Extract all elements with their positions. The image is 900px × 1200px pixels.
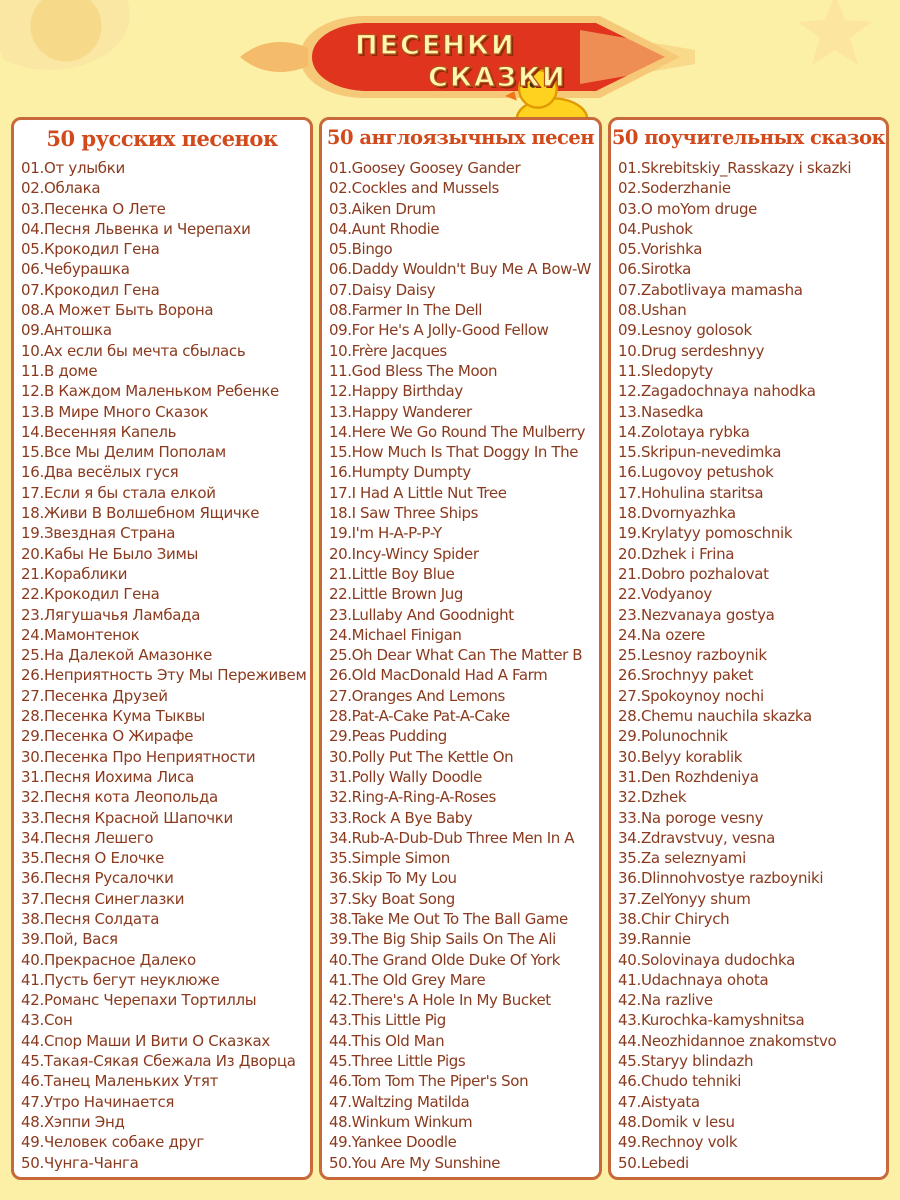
list-item: 04.Песня Львенка и Черепахи: [21, 219, 251, 238]
list-item: 25.Oh Dear What Can The Matter B: [329, 646, 583, 665]
list-item: 24.Мамонтенок: [21, 625, 140, 644]
list-item: 11.В доме: [21, 361, 98, 380]
list-item: 46.Танец Маленьких Утят: [21, 1072, 219, 1091]
list-item: 47.Waltzing Matilda: [329, 1092, 470, 1111]
list-item: 38.Take Me Out To The Ball Game: [329, 909, 568, 928]
list-item: 29.Песенка О Жирафе: [21, 727, 194, 746]
list-item: 37.ZelYonyy shum: [618, 889, 751, 908]
list-item: 48.Хэппи Энд: [21, 1112, 125, 1131]
list-item: 15.Все Мы Делим Пополам: [21, 443, 226, 462]
list-item: 10.Ах если бы мечта сбылась: [21, 341, 246, 360]
list-item: 33.Na poroge vesny: [618, 808, 764, 827]
list-item: 20.Incy-Wincy Spider: [329, 544, 479, 563]
list-item: 05.Bingo: [329, 240, 393, 259]
list-item: 34.Rub-A-Dub-Dub Three Men In A: [329, 828, 575, 847]
list-item: 17.Если я бы стала елкой: [21, 483, 216, 502]
list-item: 47.Aistyata: [618, 1092, 700, 1111]
list-item: 40.The Grand Olde Duke Of York: [329, 950, 561, 969]
list-item: 41.The Old Grey Mare: [329, 970, 486, 989]
list-item: 06.Sirotka: [618, 260, 692, 279]
list-item: 27.Spokoynoy nochi: [618, 686, 764, 705]
list-item: 13.Happy Wanderer: [329, 402, 472, 421]
list-item: 38.Chir Chirych: [618, 909, 730, 928]
list-item: 33.Песня Красной Шапочки: [21, 808, 234, 827]
russian-songs-panel: [11, 117, 313, 1180]
list-item: 35.Za seleznyami: [618, 849, 746, 868]
list-item: 01.От улыбки: [21, 159, 125, 177]
header-banner: [240, 10, 700, 104]
background-decoration: [0, 0, 130, 70]
list-item: 14.Zolotaya rybka: [618, 422, 750, 441]
list-item: 24.Michael Finigan: [329, 625, 462, 644]
list-item: 26.Srochnyy paket: [618, 666, 754, 685]
list-item: 46.Chudo tehniki: [618, 1072, 742, 1091]
list-item: 15.Skripun-nevedimka: [618, 443, 782, 462]
list-item: 17.I Had A Little Nut Tree: [329, 483, 507, 502]
list-item: 10.Drug serdeshnyy: [618, 341, 765, 360]
list-item: 13.В Мире Много Сказок: [21, 402, 209, 421]
list-item: 14.Here We Go Round The Mulberry: [329, 422, 586, 441]
list-item: 44.Neozhidannoe znakomstvo: [618, 1031, 837, 1050]
list-item: 38.Песня Солдата: [21, 909, 160, 928]
list-item: 49.Rechnoy volk: [618, 1133, 738, 1152]
list-item: 08.А Может Быть Ворона: [21, 301, 214, 320]
list-item: 24.Na ozere: [618, 625, 706, 644]
track-list: [329, 158, 595, 1173]
list-item: 46.Tom Tom The Piper's Son: [329, 1072, 529, 1091]
list-item: 48.Domik v lesu: [618, 1112, 735, 1131]
list-item: 03.Aiken Drum: [329, 199, 436, 218]
list-item: 08.Farmer In The Dell: [329, 301, 483, 320]
list-item: 12.Happy Birthday: [329, 382, 463, 401]
panel-title: 50 русских песенок: [46, 126, 278, 151]
list-item: 44.Спор Маши И Вити О Сказках: [21, 1031, 270, 1050]
list-item: 16.Два весёлых гуся: [21, 463, 179, 482]
list-item: 37.Песня Синеглазки: [21, 889, 185, 908]
panel-title: 50 англоязычных песен: [326, 126, 595, 149]
list-item: 23.Лягушачья Ламбада: [21, 605, 201, 624]
list-item: 30.Polly Put The Kettle On: [329, 747, 514, 766]
list-item: 45.Three Little Pigs: [329, 1052, 466, 1071]
list-item: 44.This Old Man: [329, 1031, 445, 1050]
list-item: 40.Solovinaya dudochka: [618, 950, 795, 969]
list-item: 19.Krylatyy pomoschnik: [618, 524, 793, 543]
list-item: 42.There's A Hole In My Bucket: [329, 991, 551, 1010]
list-item: 09.Lesnoy golosok: [618, 321, 752, 340]
list-item: 49.Человек собаке друг: [21, 1133, 205, 1152]
list-item: 23.Nezvanaya gostya: [618, 605, 775, 624]
list-item: 49.Yankee Doodle: [329, 1133, 457, 1152]
list-item: 39.Rannie: [618, 930, 691, 949]
list-item: 30.Belyy korablik: [618, 747, 743, 766]
list-item: 28.Песенка Кума Тыквы: [21, 707, 205, 726]
list-item: 03.Песенка О Лете: [21, 199, 166, 218]
list-item: 16.Lugovoy petushok: [618, 463, 774, 482]
list-item: 50.Lebedi: [618, 1153, 689, 1172]
list-item: 14.Весенняя Капель: [21, 422, 177, 441]
list-item: 28.Chemu nauchila skazka: [618, 707, 812, 726]
list-item: 23.Lullaby And Goodnight: [329, 605, 514, 624]
list-item: 26.Old MacDonald Had A Farm: [329, 666, 548, 685]
list-item: 01.Goosey Goosey Gander: [329, 159, 521, 177]
list-item: 31.Polly Wally Doodle: [329, 767, 482, 786]
list-item: 32.Песня кота Леопольда: [21, 788, 218, 807]
list-item: 17.Hohulina staritsa: [618, 483, 764, 502]
list-item: 50.Чунга-Чанга: [21, 1153, 139, 1172]
list-item: 13.Nasedka: [618, 402, 704, 421]
list-item: 40.Прекрасное Далеко: [21, 950, 196, 969]
list-item: 16.Humpty Dumpty: [329, 463, 471, 482]
list-item: 06.Чебурашка: [21, 260, 130, 279]
list-item: 27.Oranges And Lemons: [329, 686, 505, 705]
list-item: 43.Сон: [21, 1011, 73, 1030]
list-item: 04.Aunt Rhodie: [329, 219, 440, 238]
list-item: 18.I Saw Three Ships: [329, 504, 479, 523]
tales-panel: [608, 117, 889, 1180]
list-item: 37.Sky Boat Song: [329, 889, 455, 908]
list-item: 41.Udachnaya ohota: [618, 970, 769, 989]
list-item: 05.Vorishka: [618, 240, 703, 259]
track-list: [618, 158, 882, 1173]
list-item: 22.Крокодил Гена: [21, 585, 160, 604]
list-item: 31.Песня Иохима Лиса: [21, 767, 194, 786]
list-item: 27.Песенка Друзей: [21, 686, 168, 705]
list-item: 43.This Little Pig: [329, 1011, 446, 1030]
list-item: 08.Ushan: [618, 301, 687, 320]
list-item: 36.Песня Русалочки: [21, 869, 174, 888]
list-item: 31.Den Rozhdeniya: [618, 767, 759, 786]
list-item: 10.Frère Jacques: [329, 341, 447, 360]
list-item: 21.Dobro pozhalovat: [618, 564, 769, 583]
list-item: 22.Little Brown Jug: [329, 585, 464, 604]
list-item: 03.O moYom druge: [618, 199, 758, 218]
panel-title: 50 поучительных сказок: [611, 126, 886, 149]
list-item: 18.Dvornyazhka: [618, 504, 736, 523]
list-item: 09.For He's A Jolly-Good Fellow: [329, 321, 549, 340]
list-item: 21.Little Boy Blue: [329, 564, 455, 583]
list-item: 07.Крокодил Гена: [21, 280, 160, 299]
list-item: 21.Кораблики: [21, 564, 128, 583]
list-item: 02.Cockles and Mussels: [329, 179, 499, 198]
list-item: 41.Пусть бегут неуклюже: [21, 970, 220, 989]
list-item: 01.Skrebitskiy_Rasskazy i skazki: [618, 159, 852, 177]
list-item: 12.В Каждом Маленьком Ребенке: [21, 382, 279, 401]
list-item: 33.Rock A Bye Baby: [329, 808, 473, 827]
banner-title-tales: СКАЗКИ: [428, 62, 567, 93]
list-item: 26.Неприятность Эту Мы Переживем: [21, 666, 306, 685]
list-item: 25.На Далекой Амазонке: [21, 646, 212, 665]
list-item: 22.Vodyanoy: [618, 585, 712, 604]
list-item: 29.Peas Pudding: [329, 727, 447, 746]
list-item: 12.Zagadochnaya nahodka: [618, 382, 816, 401]
list-item: 45.Staryy blindazh: [618, 1052, 754, 1071]
list-item: 45.Такая-Сякая Сбежала Из Дворца: [21, 1052, 296, 1071]
list-item: 42.Na razlive: [618, 991, 713, 1010]
list-item: 06.Daddy Wouldn't Buy Me A Bow-W: [329, 260, 591, 279]
english-songs-panel: [319, 117, 602, 1180]
list-item: 05.Крокодил Гена: [21, 240, 160, 259]
list-item: 36.Skip To My Lou: [329, 869, 457, 888]
list-item: 09.Антошка: [21, 321, 112, 340]
list-item: 20.Кабы Не Было Зимы: [21, 544, 199, 563]
list-item: 18.Живи В Волшебном Ящичке: [21, 504, 260, 523]
list-item: 42.Романс Черепахи Тортиллы: [21, 991, 257, 1010]
list-item: 39.The Big Ship Sails On The Ali: [329, 930, 556, 949]
list-item: 35.Simple Simon: [329, 849, 450, 868]
list-item: 32.Ring-A-Ring-A-Roses: [329, 788, 496, 807]
banner-title-songs: ПЕСЕНКИ: [355, 30, 516, 61]
list-item: 19.I'm H-A-P-P-Y: [329, 524, 442, 543]
list-item: 07.Daisy Daisy: [329, 280, 436, 299]
list-item: 19.Звездная Страна: [21, 524, 176, 543]
star-decoration-icon: [790, 0, 880, 70]
list-item: 35.Песня О Елочке: [21, 849, 165, 868]
list-item: 02.Soderzhanie: [618, 179, 731, 198]
list-item: 28.Pat-A-Cake Pat-A-Cake: [329, 707, 510, 726]
list-item: 11.God Bless The Moon: [329, 361, 498, 380]
track-list: [21, 158, 306, 1173]
list-item: 48.Winkum Winkum: [329, 1112, 473, 1131]
list-item: 29.Polunochnik: [618, 727, 728, 746]
list-item: 39.Пой, Вася: [21, 930, 118, 949]
list-item: 20.Dzhek i Frina: [618, 544, 735, 563]
list-item: 47.Утро Начинается: [21, 1092, 175, 1111]
list-item: 32.Dzhek: [618, 788, 687, 807]
list-item: 02.Облака: [21, 179, 101, 198]
list-item: 04.Pushok: [618, 219, 693, 238]
list-item: 30.Песенка Про Неприятности: [21, 747, 256, 766]
list-item: 34.Песня Лешего: [21, 828, 154, 847]
list-item: 07.Zabotlivaya mamasha: [618, 280, 803, 299]
list-item: 36.Dlinnohvostye razboyniki: [618, 869, 824, 888]
list-item: 25.Lesnoy razboynik: [618, 646, 767, 665]
list-item: 15.How Much Is That Doggy In The: [329, 443, 579, 462]
list-item: 50.You Are My Sunshine: [329, 1153, 501, 1172]
list-item: 34.Zdravstvuy, vesna: [618, 828, 776, 847]
list-item: 11.Sledopyty: [618, 361, 714, 380]
list-item: 43.Kurochka-kamyshnitsa: [618, 1011, 805, 1030]
